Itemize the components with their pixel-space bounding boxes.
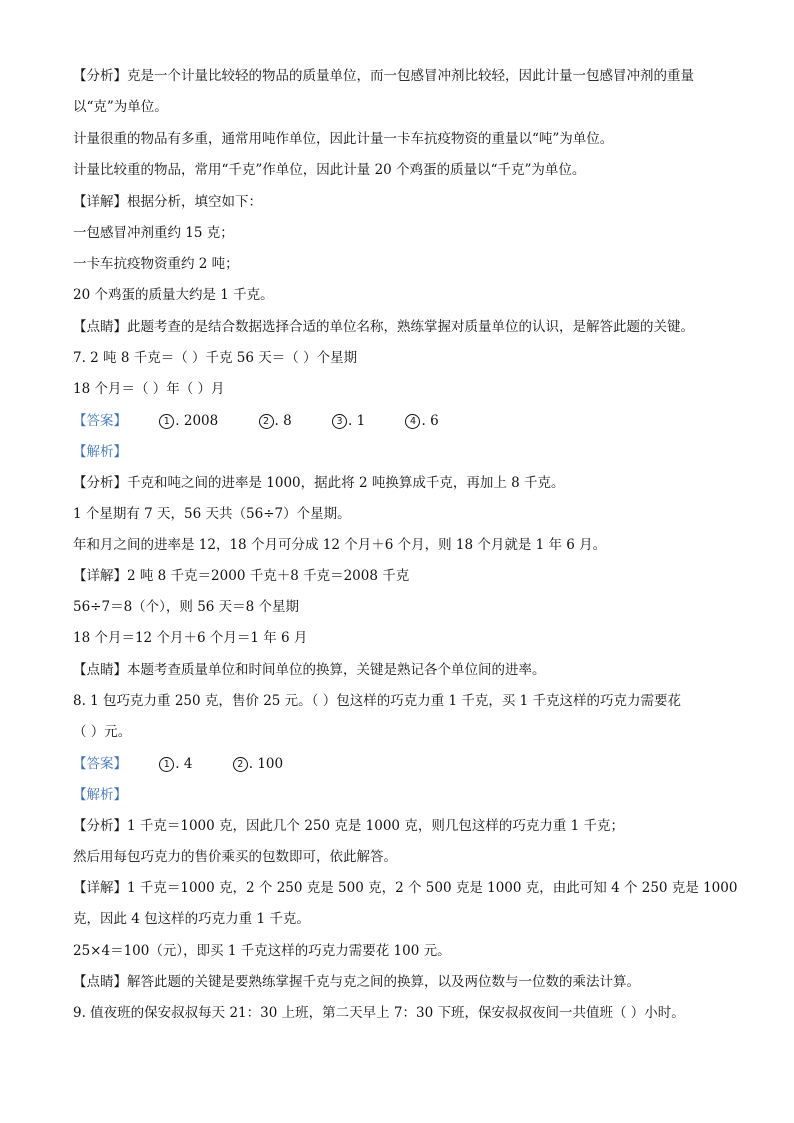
q7-analysis-line1: 【分析】千克和吨之间的进率是 1000，据此将 2 吨换算成千克，再加上 8 千克。 — [73, 475, 565, 491]
q7-answer-row — [73, 411, 439, 431]
q7-analysis-line3: 年和月之间的进率是 12，18 个月可分成 12 个月＋6 个月，则 18 个月就是 1 年 6 月。 — [73, 537, 607, 553]
q7-detail-line2: 56÷7＝8（个），则 56 天＝8 个星期 — [73, 599, 300, 615]
q8-analysis-line2: 然后用每包巧克力的售价乘买的包数即可，依此解答。 — [73, 849, 397, 865]
answer-value-1: . 2008 — [175, 413, 219, 429]
answer-number-4: 4 — [405, 414, 420, 429]
answer-value-1: . 4 — [175, 756, 193, 772]
q8-detail-line3: 25×4＝100（元），即买 1 千克这样的巧克力需要花 100 元。 — [73, 943, 451, 959]
p1-detail-line3: 20 个鸡蛋的质量大约是 1 千克。 — [73, 287, 274, 303]
q8-analysis-line1: 【分析】1 千克＝1000 克，因此几个 250 克是 1000 克，则几包这样的巧克力重 1 千克； — [73, 818, 624, 834]
answer-value-3: . 1 — [348, 413, 366, 429]
q7-point: 【点睛】本题考查质量单位和时间单位的换算，关键是熟记各个单位间的进率。 — [73, 662, 546, 678]
q7-question-line2: 18 个月＝（ ）年（ ）月 — [73, 381, 225, 397]
p1-analysis-line4: 计量比较重的物品，常用“千克”作单位，因此计量 20 个鸡蛋的质量以“千克”为单位。 — [73, 162, 586, 178]
q7-analysis-line2: 1 个星期有 7 天，56 天共（56÷7）个星期。 — [73, 506, 351, 522]
q8-question-line1: 8. 1 包巧克力重 250 克，售价 25 元。（ ）包这样的巧克力重 1 千克，买 1 千克这样的巧克力需要花 — [73, 693, 682, 709]
q7-detail-line1: 【详解】2 吨 8 千克＝2000 千克＋8 千克＝2008 千克 — [73, 568, 410, 584]
q8-detail-line2: 克，因此 4 包这样的巧克力重 1 千克。 — [73, 911, 310, 927]
p1-detail-line1: 一包感冒冲剂重约 15 克； — [73, 225, 234, 241]
q8-detail-line1: 【详解】1 千克＝1000 克，2 个 250 克是 500 克，2 个 500 克是 1000 克，由此可知 4 个 250 克是 1000 — [73, 880, 738, 896]
answer-value-2: . 100 — [248, 756, 284, 772]
q8-point: 【点睛】解答此题的关键是要熟练掌握千克与克之间的换算，以及两位数与一位数的乘法计算。 — [73, 974, 640, 990]
q8-jiexi-label: 【解析】 — [73, 787, 127, 803]
p1-analysis-line2: 以“克”为单位。 — [73, 99, 168, 115]
answer-label: 【答案】 — [73, 413, 127, 429]
answer-number-1: 1 — [159, 414, 174, 429]
p1-detail-line2: 一卡车抗疫物资重约 2 吨； — [73, 256, 239, 272]
answer-label: 【答案】 — [73, 756, 127, 772]
q7-jiexi-label: 【解析】 — [73, 444, 127, 460]
q7-detail-line3: 18 个月＝12 个月＋6 个月＝1 年 6 月 — [73, 630, 308, 646]
answer-number-3: 3 — [332, 414, 347, 429]
q8-question-line2: （ ）元。 — [73, 724, 132, 740]
q8-answer-row — [73, 754, 283, 774]
p1-analysis-line3: 计量很重的物品有多重，通常用吨作单位，因此计量一卡车抗疫物资的重量以“吨”为单位。 — [73, 131, 614, 147]
p1-analysis-line1: 【分析】克是一个计量比较轻的物品的质量单位，而一包感冒冲剂比较轻，因此计量一包感冒冲剂的重量 — [73, 68, 694, 84]
answer-number-1: 1 — [159, 757, 174, 772]
answer-value-4: . 6 — [421, 413, 439, 429]
p1-detail-heading: 【详解】根据分析，填空如下： — [73, 194, 262, 210]
answer-number-2: 2 — [259, 414, 274, 429]
answer-value-2: . 8 — [274, 413, 292, 429]
q9-question: 9. 值夜班的保安叔叔每天 21：30 上班，第二天早上 7：30 下班，保安叔叔夜间一共值班（ ）小时。 — [73, 1005, 685, 1021]
answer-number-2: 2 — [233, 757, 248, 772]
q7-question-line1: 7. 2 吨 8 千克＝（ ）千克 56 天＝（ ）个星期 — [73, 350, 358, 366]
p1-point: 【点睛】此题考查的是结合数据选择合适的单位名称，熟练掌握对质量单位的认识，是解答此题的关键。 — [73, 319, 694, 335]
